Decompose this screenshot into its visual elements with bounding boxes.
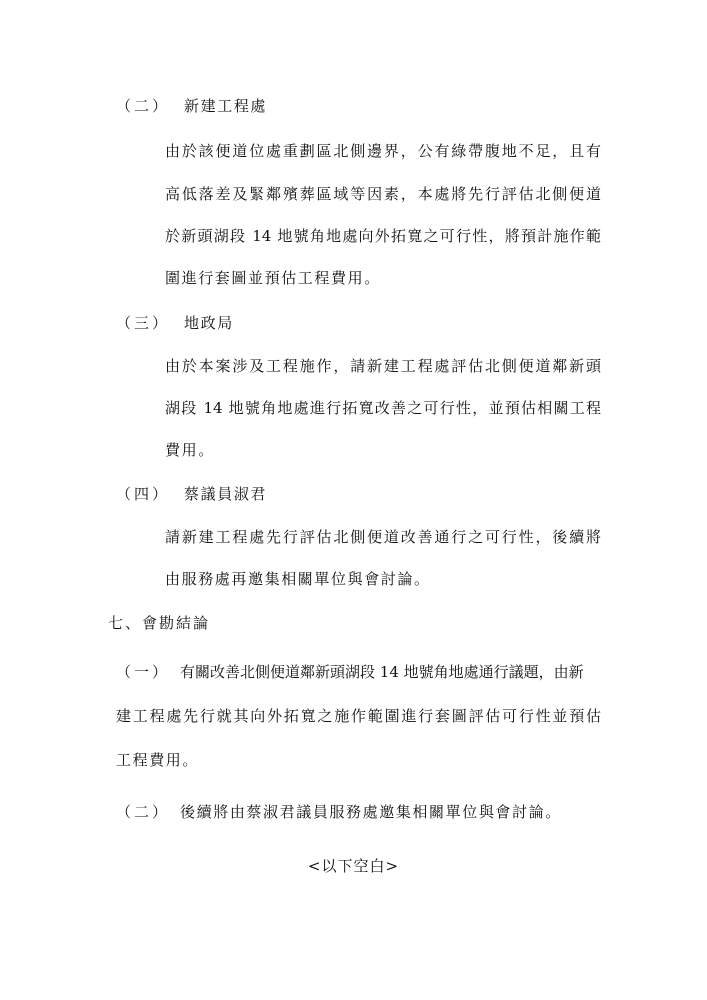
conclusion-item bbox=[116, 802, 562, 822]
section-heading bbox=[116, 96, 267, 116]
paragraph-line: 工程費用。 bbox=[116, 751, 200, 769]
paragraph-line: 由服務處再邀集相關單位與會討論。 bbox=[165, 570, 431, 588]
paragraph-line: 由於該便道位處重劃區北側邊界，公有綠帶腹地不足，且有 bbox=[165, 142, 601, 160]
paragraph-line: 請新建工程處先行評估北側便道改善通行之可行性，後續將 bbox=[165, 528, 601, 546]
conclusion-marker: （二） bbox=[116, 803, 171, 821]
section-heading bbox=[116, 313, 234, 333]
section-marker: （三） bbox=[116, 314, 171, 332]
section-marker: （四） bbox=[116, 485, 171, 503]
section-title: 地政局 bbox=[184, 314, 234, 332]
section-title: 新建工程處 bbox=[184, 97, 268, 115]
paragraph-line: 費用。 bbox=[165, 441, 215, 459]
section-marker: （二） bbox=[116, 97, 171, 115]
conclusion-heading: 七、會勘結論 bbox=[108, 614, 211, 632]
section-title: 蔡議員淑君 bbox=[184, 485, 268, 503]
paragraph-line: 建工程處先行就其向外拓寬之施作範圍進行套圖評估可行性並預估 bbox=[116, 707, 601, 725]
conclusion-marker: （一） bbox=[116, 663, 171, 681]
paragraph-line: 湖段 14 地號角地處進行拓寬改善之可行性，並預估相關工程 bbox=[165, 399, 601, 417]
conclusion-item-first-line bbox=[116, 662, 601, 682]
end-of-content-note: <以下空白> bbox=[307, 857, 400, 875]
paragraph-line: 於新頭湖段 14 地號角地處向外拓寬之可行性，將預計施作範 bbox=[165, 227, 601, 245]
paragraph-line: 圍進行套圖並預估工程費用。 bbox=[165, 269, 381, 287]
paragraph-line: 由於本案涉及工程施作，請新建工程處評估北側便道鄰新頭 bbox=[165, 357, 601, 375]
conclusion-text: 後續將由蔡淑君議員服務處邀集相關單位與會討論。 bbox=[180, 803, 562, 821]
section-heading bbox=[116, 484, 267, 504]
conclusion-text: 有關改善北側便道鄰新頭湖段 14 地號角地處通行議題，由新 bbox=[180, 663, 584, 681]
paragraph-line: 高低落差及緊鄰殯葬區域等因素，本處將先行評估北側便道 bbox=[165, 185, 601, 203]
